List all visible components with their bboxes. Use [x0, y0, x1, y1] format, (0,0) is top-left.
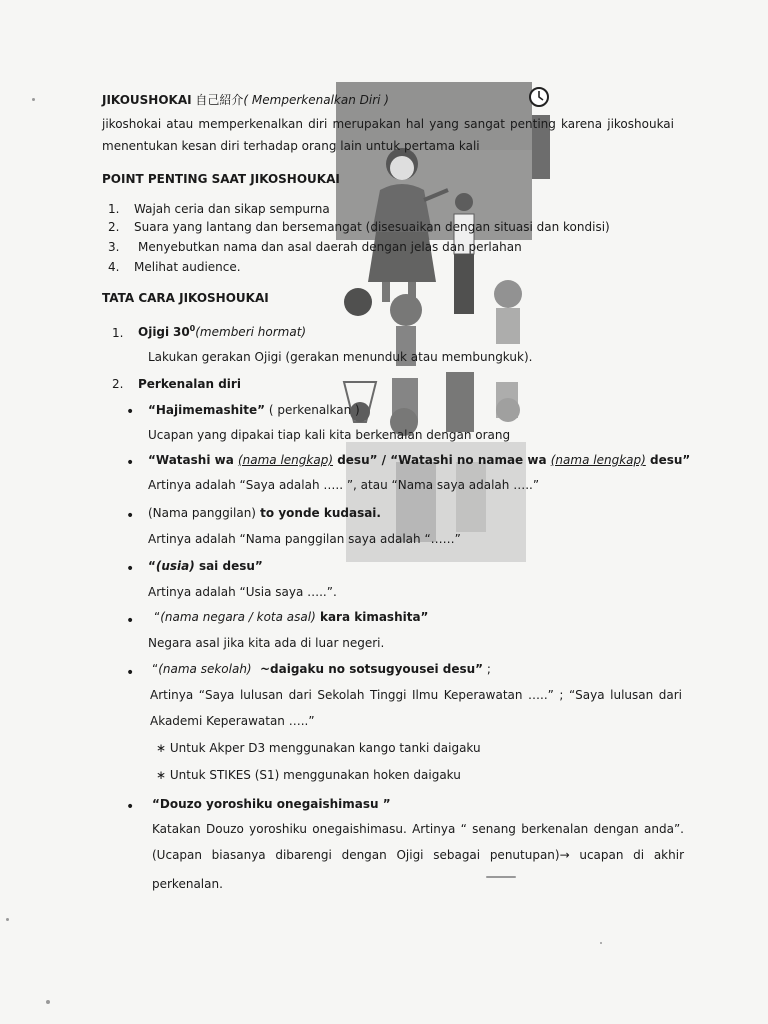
point-number: 4.	[108, 260, 120, 274]
scan-dot	[32, 98, 35, 101]
point-item: Melihat audience.	[134, 260, 241, 274]
step-ojigi-note: (memberi hormat)	[195, 325, 307, 339]
points-heading: POINT PENTING SAAT JIKOSHOUKAI	[102, 172, 340, 186]
clock-icon	[528, 86, 550, 108]
phrase-desc: Artinya adalah “Nama panggilan saya adalah “……”	[148, 532, 461, 546]
phrase-part: “Watashi wa	[148, 453, 238, 467]
phrase-part: (Nama panggilan)	[148, 506, 256, 520]
point-item: Wajah ceria dan sikap sempurna	[134, 202, 330, 216]
phrase-part: “	[154, 610, 161, 624]
bullet: •	[126, 613, 135, 629]
bullet: •	[126, 508, 135, 524]
phrase-desc: Artinya adalah “Saya adalah ….. ”, atau “Nama saya adalah …..”	[148, 478, 540, 492]
title-kanji: 自己紹介	[195, 93, 244, 107]
point-number: 1.	[108, 202, 120, 216]
step-ojigi-desc: Lakukan gerakan Ojigi (gerakan menunduk atau membungkuk).	[148, 350, 533, 364]
phrase-desc: Katakan Douzo yoroshiku onegaishimasu. Artinya “ senang berkenalan dengan anda”.	[152, 822, 684, 836]
phrase-negara	[154, 610, 428, 624]
step-number: 2.	[112, 377, 124, 391]
phrase-part: (nama sekolah)	[158, 662, 252, 676]
phrase-meaning: ( perkenalkan )	[265, 403, 360, 417]
phrase-part: sai desu”	[194, 559, 263, 573]
title-main: JIKOUSHOKAI	[102, 93, 192, 107]
phrase-part: ;	[483, 662, 491, 676]
step-perkenalan: Perkenalan diri	[138, 377, 241, 391]
phrase-part: desu”	[333, 453, 378, 467]
step-ojigi-label: Ojigi	[138, 325, 170, 339]
degree-sup: 0	[189, 324, 196, 333]
bullet: •	[126, 665, 135, 681]
step-ojigi-degree: 30	[172, 325, 190, 339]
phrase-note: ∗ Untuk STIKES (S1) menggunakan hoken daigaku	[156, 768, 461, 782]
phrase-sekolah	[152, 662, 491, 676]
phrase-douzo: “Douzo yoroshiku onegaishimasu ”	[152, 797, 391, 811]
point-number: 3.	[108, 240, 120, 254]
phrase-part: (nama lengkap)	[237, 453, 334, 467]
phrase-usia	[148, 559, 263, 573]
intro-line-2: menentukan kesan diri terhadap orang lain untuk pertama kali	[102, 139, 480, 153]
bullet: •	[126, 561, 135, 577]
point-item: Menyebutkan nama dan asal daerah dengan jelas dan perlahan	[138, 240, 522, 254]
phrase-nama-panggilan	[148, 506, 381, 520]
point-item: Suara yang lantang dan bersemangat (disesuaikan dengan situasi dan kondisi)	[134, 220, 610, 234]
phrase-desc: Negara asal jika kita ada di luar negeri.	[148, 636, 385, 650]
phrase-text: “Hajimemashite”	[148, 403, 266, 417]
phrase-part: “Watashi no namae wa	[390, 453, 551, 467]
phrase-desc: Akademi Keperawatan …..”	[150, 714, 315, 728]
point-number: 2.	[108, 220, 120, 234]
phrase-part: “	[148, 559, 156, 573]
phrase-desc: Artinya “Saya lulusan dari Sekolah Tinggi Ilmu Keperawatan …..” ; “Saya lulusan dari	[150, 688, 682, 702]
phrase-note: ∗ Untuk Akper D3 menggunakan kango tanki daigaku	[156, 741, 481, 755]
bullet: •	[126, 455, 135, 471]
step-number: 1.	[112, 326, 124, 340]
phrase-desc: Artinya adalah “Usia saya …..”.	[148, 585, 337, 599]
scan-dot	[600, 942, 602, 944]
tata-heading: TATA CARA JIKOSHOUKAI	[102, 291, 269, 305]
phrase-part: (nama negara / kota asal)	[160, 610, 316, 624]
phrase-part: ~daigaku no sotsugyousei desu”	[251, 662, 484, 676]
phrase-desc: Ucapan yang dipakai tiap kali kita berkenalan dengan orang	[148, 428, 511, 442]
title-sub: ( Memperkenalkan Diri )	[243, 93, 389, 107]
step-ojigi	[138, 324, 306, 339]
phrase-part: desu”	[645, 453, 691, 467]
scan-dot	[46, 1000, 50, 1004]
phrase-part: kara kimashita”	[315, 610, 429, 624]
phrase-watashi	[148, 453, 690, 467]
phrase-desc: perkenalan.	[152, 877, 223, 891]
intro-line-1: jikoshokai atau memperkenalkan diri merupakan hal yang sangat penting karena jikoshoukai	[102, 117, 674, 131]
document-title	[102, 91, 389, 108]
scan-dot	[6, 918, 9, 921]
phrase-part: “	[152, 662, 159, 676]
bullet: •	[126, 404, 135, 420]
phrase-part: to yonde kudasai.	[256, 506, 381, 520]
phrase-desc: (Ucapan biasanya dibarengi dengan Ojigi sebagai penutupan)→ ucapan di akhir	[152, 848, 684, 862]
ojigi-illustration	[336, 82, 532, 572]
phrase-part: (usia)	[155, 559, 195, 573]
phrase-part: /	[377, 453, 391, 467]
bullet: •	[126, 799, 135, 815]
scan-mark	[486, 876, 516, 878]
phrase-hajimemashite	[148, 403, 360, 417]
phrase-part: (nama lengkap)	[550, 453, 646, 467]
